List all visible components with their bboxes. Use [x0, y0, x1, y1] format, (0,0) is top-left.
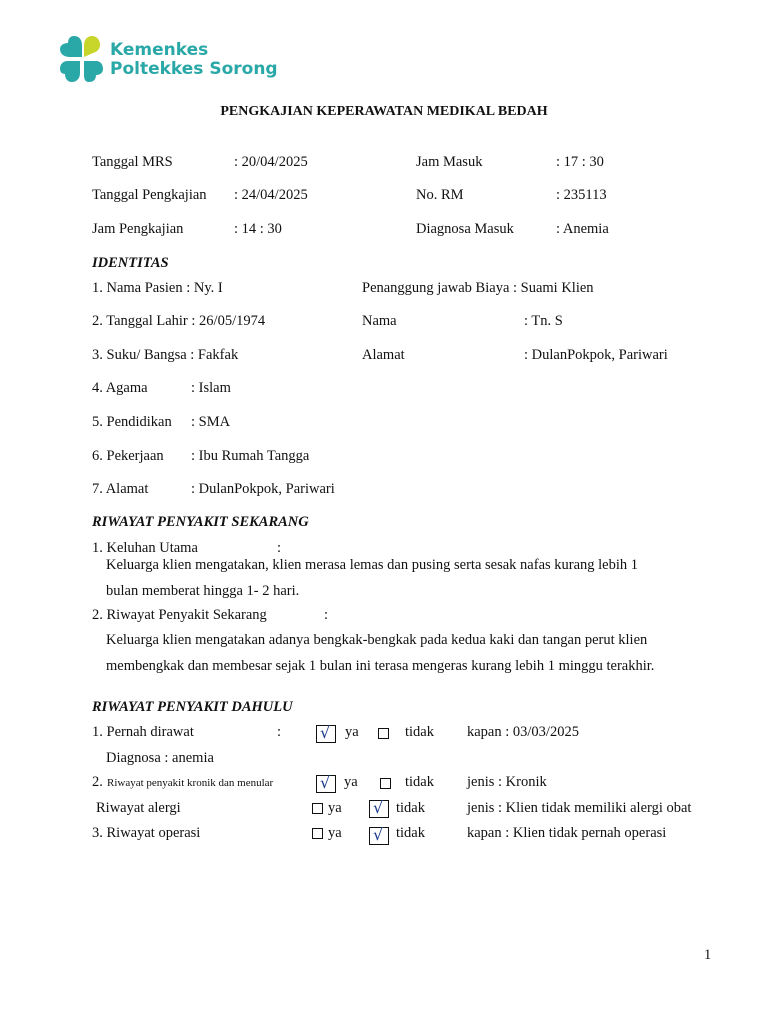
riwayat-line1: Keluarga klien mengatakan adanya bengkak-bengkak pada kedua kaki dan tangan perut klien — [106, 632, 648, 648]
pekerjaan-label: 6. Pekerjaan — [92, 448, 164, 464]
alergi-label: Riwayat alergi — [96, 800, 181, 816]
keluhan-utama-colon: : — [277, 540, 282, 556]
agama-value: : Islam — [191, 380, 231, 396]
suku-bangsa: 3. Suku/ Bangsa : Fakfak — [92, 347, 239, 363]
jam-pengkajian-label: Jam Pengkajian — [92, 221, 184, 237]
check-icon: √ — [320, 773, 331, 792]
check-icon: √ — [373, 825, 384, 844]
tanggal-mrs-value: : 20/04/2025 — [234, 154, 308, 170]
kronik-ya-label: ya — [344, 774, 358, 790]
riwayat-sekarang-colon: : — [324, 607, 329, 623]
check-icon: √ — [320, 723, 331, 742]
kronik-ya-checkbox[interactable] — [316, 775, 336, 793]
operasi-ya-label: ya — [328, 825, 342, 841]
operasi-tidak-label: tidak — [396, 825, 425, 841]
kemenkes-logo-icon — [56, 33, 106, 85]
diagnosa-anemia: Diagnosa : anemia — [106, 750, 214, 766]
dirawat-ya-label: ya — [345, 724, 359, 740]
dirawat-tidak-checkbox[interactable] — [378, 728, 389, 739]
diagnosa-masuk-label: Diagnosa Masuk — [416, 221, 514, 237]
alergi-ya-label: ya — [328, 800, 342, 816]
nama-pasien: 1. Nama Pasien : Ny. I — [92, 280, 223, 296]
kronik-number: 2. — [92, 774, 103, 790]
kronik-label: Riwayat penyakit kronik dan menular — [107, 777, 274, 789]
document-title: PENGKAJIAN KEPERAWATAN MEDIKAL BEDAH — [220, 104, 548, 119]
diagnosa-masuk-value: : Anemia — [556, 221, 609, 237]
agama-label: 4. Agama — [92, 380, 148, 396]
no-rm-value: : 235113 — [556, 187, 607, 203]
riwayat-line2: membengkak dan membesar sejak 1 bulan ini terasa mengeras kurang lebih 1 minggu terakhir. — [106, 658, 655, 674]
tanggal-pengkajian-label: Tanggal Pengkajian — [92, 187, 207, 203]
dirawat-kapan: kapan : 03/03/2025 — [467, 724, 579, 740]
tanggal-mrs-label: Tanggal MRS — [92, 154, 173, 170]
riwayat-dahulu-heading: RIWAYAT PENYAKIT DAHULU — [92, 699, 293, 715]
alergi-ya-checkbox[interactable] — [312, 803, 323, 814]
alamat-label: 7. Alamat — [92, 481, 149, 497]
pj-alamat-value: : DulanPokpok, Pariwari — [524, 347, 668, 363]
operasi-tidak-checkbox[interactable] — [369, 827, 389, 845]
dirawat-ya-checkbox[interactable] — [316, 725, 336, 743]
pj-nama-label: Nama — [362, 313, 397, 329]
keluhan-utama-label: 1. Keluhan Utama — [92, 540, 198, 556]
logo-line2: Poltekkes Sorong — [110, 59, 278, 79]
tanggal-lahir: 2. Tanggal Lahir : 26/05/1974 — [92, 313, 266, 329]
keluhan-line2: bulan memberat hingga 1- 2 hari. — [106, 583, 300, 599]
keluhan-line1: Keluarga klien mengatakan, klien merasa lemas dan pusing serta sesak nafas kurang lebih 1 — [106, 557, 639, 573]
dirawat-tidak-label: tidak — [405, 724, 434, 740]
page-number: 1 — [704, 947, 712, 963]
riwayat-sekarang-label: 2. Riwayat Penyakit Sekarang — [92, 607, 267, 623]
pernah-dirawat-colon: : — [277, 724, 282, 740]
kronik-tidak-checkbox[interactable] — [380, 778, 391, 789]
pendidikan-value: : SMA — [191, 414, 231, 430]
pj-alamat-label: Alamat — [362, 347, 405, 363]
operasi-kapan: kapan : Klien tidak pernah operasi — [467, 825, 667, 841]
pendidikan-label: 5. Pendidikan — [92, 414, 172, 430]
pernah-dirawat-label: 1. Pernah dirawat — [92, 724, 194, 740]
alergi-tidak-label: tidak — [396, 800, 425, 816]
operasi-ya-checkbox[interactable] — [312, 828, 323, 839]
tanggal-pengkajian-value: : 24/04/2025 — [234, 187, 308, 203]
check-icon: √ — [373, 798, 384, 817]
pj-nama-value: : Tn. S — [524, 313, 563, 329]
alergi-jenis: jenis : Klien tidak memiliki alergi obat — [467, 800, 692, 816]
alamat-value: : DulanPokpok, Pariwari — [191, 481, 335, 497]
operasi-label: 3. Riwayat operasi — [92, 825, 201, 841]
riwayat-sekarang-heading: RIWAYAT PENYAKIT SEKARANG — [92, 514, 309, 530]
alergi-tidak-checkbox[interactable] — [369, 800, 389, 818]
no-rm-label: No. RM — [416, 187, 464, 203]
jam-pengkajian-value: : 14 : 30 — [234, 221, 282, 237]
logo-line1: Kemenkes — [110, 40, 209, 60]
jam-masuk-label: Jam Masuk — [416, 154, 483, 170]
identitas-heading: IDENTITAS — [92, 255, 169, 271]
pekerjaan-value: : Ibu Rumah Tangga — [191, 448, 310, 464]
jam-masuk-value: : 17 : 30 — [556, 154, 604, 170]
kronik-jenis: jenis : Kronik — [467, 774, 547, 790]
penanggung-jawab: Penanggung jawab Biaya : Suami Klien — [362, 280, 594, 296]
kronik-tidak-label: tidak — [405, 774, 434, 790]
